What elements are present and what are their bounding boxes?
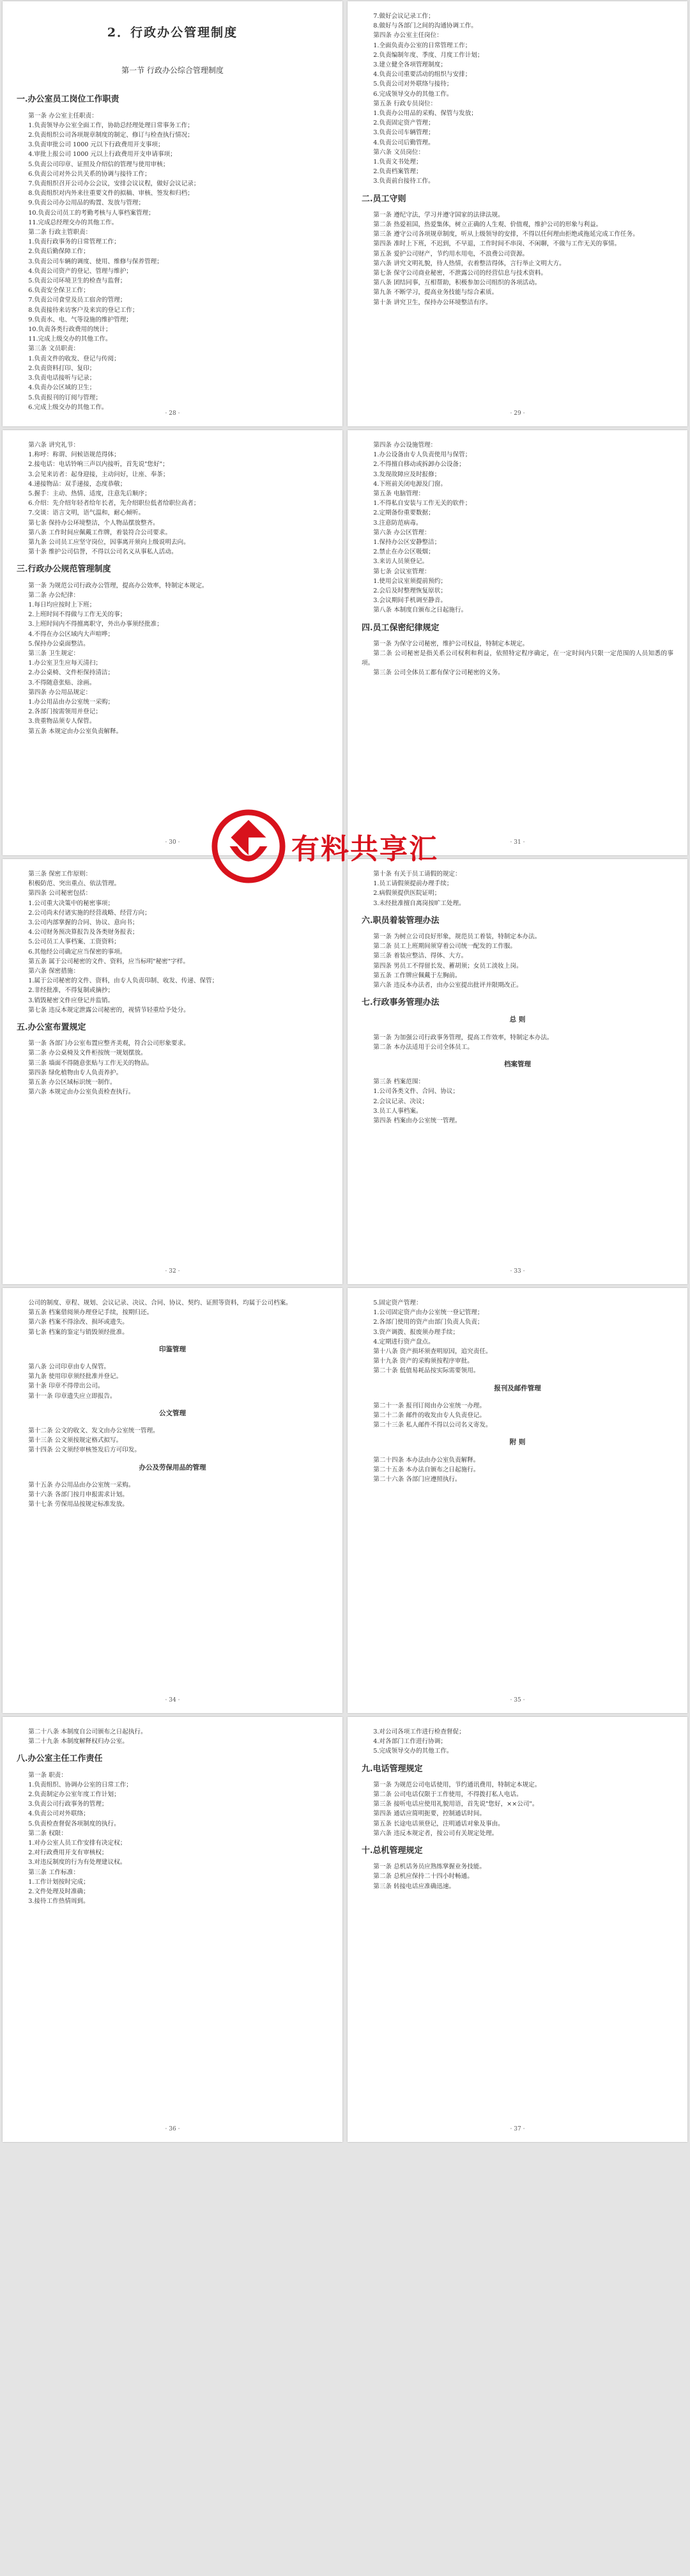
paragraph: 2.非经批准，不得复制或摘抄；: [28, 987, 114, 995]
paragraph: 第五条 爱护公司财产，节约用水用电，不浪费公司资源。: [373, 250, 529, 258]
section-heading: 三.行政办公规范管理制度: [17, 564, 111, 575]
document-page: [3, 1, 342, 426]
paragraph: 第二条 公司电话仅限于工作使用，不得拨打私人电话。: [373, 1791, 523, 1799]
paragraph: 1.使用会议室须提前预约；: [373, 577, 447, 585]
paragraph: 3.上班时间内不得擅离职守，外出办事须经批准；: [28, 621, 163, 628]
paragraph: 第六条 讲究文明礼貌，待人热情，衣着整洁得体，言行举止文明大方。: [373, 260, 565, 267]
paragraph: 2.会后及时整理恢复原状；: [373, 587, 447, 595]
paragraph: 4.负责公司重要活动的组织与安排；: [373, 71, 471, 79]
document-page-grid: [3, 1, 687, 2575]
paragraph: 2.禁止在办公区吸烟；: [373, 548, 434, 556]
paragraph: 4.公司财务预决算报告及各类财务报表；: [28, 929, 139, 936]
paragraph: 3.会见来访者：起身迎接，主动问好，让座、奉茶；: [28, 470, 169, 478]
paragraph: 3.负责公司行政事务的管理；: [28, 1801, 108, 1808]
sub-heading: 报刊及邮件管理: [494, 1384, 541, 1392]
paragraph: 第三条 工作标准：: [28, 1868, 80, 1876]
paragraph: 第七条 档案的鉴定与销毁须经批准。: [28, 1328, 128, 1336]
paragraph: 7.负责组织召开公司办公会议，安排会议议程，做好会议记录；: [28, 180, 200, 188]
paragraph: 2.负责资料打印、复印；: [28, 364, 96, 372]
page-number: · 33 ·: [510, 1268, 525, 1275]
paragraph: 第二十条 低值易耗品按实际需要领用。: [373, 1367, 480, 1375]
paragraph: 第四条 准时上下班，不迟到，不早退，工作时间不串岗、不闲聊，不做与工作无关的事情。: [373, 240, 621, 248]
paragraph: 3.负责公司车辆管理；: [373, 129, 434, 137]
paragraph: 第三条 文员职责：: [28, 345, 80, 353]
paragraph: 第十条 印章不得带出公司。: [28, 1383, 104, 1390]
paragraph: 4.负责公司对外联络；: [28, 1810, 89, 1818]
paragraph: 第三条 保密工作原则：: [28, 871, 92, 878]
paragraph: 3.负责公司车辆的调度、使用、维修与保养管理；: [28, 258, 163, 265]
paragraph: 1.负责文件的收发、登记与传阅；: [28, 355, 120, 362]
paragraph: 第十四条 公文须经审核签发后方可印发。: [28, 1447, 141, 1454]
paragraph: 第十八条 资产损坏须查明原因，追究责任。: [373, 1348, 492, 1356]
paragraph: 第二条 公司秘密是指关系公司权利和利益，依照特定程序确定，在一定时间内只限一定范围的人员知悉的事项。: [362, 650, 673, 667]
paragraph: 第三条 公司全体员工都有保守公司秘密的义务。: [373, 669, 504, 677]
paragraph: 第十条 讲究卫生，保持办公环境整洁有序。: [373, 299, 492, 306]
document-page: [348, 430, 687, 855]
paragraph: 第二十五条 本办法自颁布之日起施行。: [373, 1466, 480, 1473]
paragraph: 2.对行政费用开支有审核权；: [28, 1849, 108, 1857]
watermark-text: 有料共享汇: [291, 833, 438, 865]
paragraph: 3.资产调拨、报废须办理手续；: [373, 1328, 459, 1336]
paragraph: 第四条 公司秘密包括：: [28, 890, 92, 897]
paragraph: 3.发现故障应及时报修；: [373, 470, 441, 478]
paragraph: 第二条 本办法适用于公司全体员工。: [373, 1043, 473, 1051]
paragraph: 2.病假须提供医院证明；: [373, 890, 441, 897]
paragraph: 3.负责前台接待工作。: [373, 178, 434, 185]
paragraph: 4.不得在办公区域内大声喧哗；: [28, 630, 114, 638]
paragraph: 1.对办公室人员工作安排有决定权；: [28, 1840, 126, 1847]
section-heading: 六.职员着装管理办法: [362, 915, 440, 926]
paragraph: 10.负责各类行政费用的统计；: [28, 326, 112, 334]
paragraph: 第四条 办公用品规定：: [28, 688, 92, 696]
paragraph: 第七条 保守公司商业秘密，不泄露公司的经营信息与技术资料。: [373, 270, 547, 277]
paragraph: 第一条 办公室主任职责：: [28, 112, 98, 120]
paragraph: 第六条 保密措施：: [28, 968, 80, 975]
paragraph: 第七条 保持办公环境整洁，个人物品摆放整齐。: [28, 519, 159, 527]
watermark-logo: [211, 804, 479, 888]
page-number: · 30 ·: [165, 839, 180, 846]
paragraph: 2.文件处理及时准确；: [28, 1888, 89, 1896]
paragraph: 1.公司各类文件、合同、协议；: [373, 1088, 459, 1096]
paragraph: 3.建立健全各项管理制度；: [373, 61, 447, 69]
sub-heading: 附 则: [509, 1438, 526, 1447]
section-heading: 五.办公室布置规定: [17, 1023, 86, 1033]
paragraph: 第三条 接听电话应使用礼貌用语，首先说"您好，××公司"。: [373, 1801, 539, 1808]
paragraph: 2.负责后勤保障工作；: [28, 248, 89, 256]
paragraph: 第四条 办公设施管理：: [373, 442, 437, 449]
paragraph: 第四条 档案由办公室统一管理。: [373, 1117, 461, 1125]
paragraph: 6.完成上级交办的其他工作。: [28, 403, 108, 411]
paragraph: 3.贵重物品须专人保管。: [28, 718, 96, 725]
paragraph: 第二条 权限：: [28, 1829, 67, 1837]
paragraph: 第一条 总机话务员应熟练掌握业务技能。: [373, 1863, 486, 1871]
paragraph: 2.各部门使用的资产由部门负责人负责；: [373, 1319, 484, 1326]
paragraph: 3.未经批准擅自离岗按旷工处理。: [373, 899, 465, 907]
paragraph: 第十五条 办公用品由办公室统一采购。: [28, 1481, 135, 1489]
paragraph: 8.负责组织对内外来往重要文件的拟稿、审核、签发和归档；: [28, 190, 194, 198]
paragraph: 2.会议记录、决议；: [373, 1098, 429, 1105]
paragraph: 3.注意防范病毒。: [373, 519, 422, 527]
document-page: [348, 1, 687, 426]
paragraph: 6.负责公司对外公共关系的协调与接待工作；: [28, 170, 151, 178]
paragraph: 2.负责制定办公室年度工作计划；: [28, 1791, 120, 1799]
document-page: [348, 859, 687, 1284]
paragraph: 第九条 不断学习，提高业务技能与综合素质。: [373, 289, 498, 297]
page-number: · 28 ·: [165, 410, 180, 417]
paragraph: 第二条 员工上班期间须穿着公司统一配发的工作服。: [373, 943, 516, 950]
paragraph: 积极防范、突出重点、依法管理。: [28, 880, 121, 888]
paragraph: 5.完成领导交办的其他工作。: [373, 1748, 453, 1755]
paragraph: 1.员工请假须提前办理手续；: [373, 880, 453, 888]
paragraph: 8.负责接待来访客户及来宾的登记工作；: [28, 306, 139, 314]
paragraph: 1.称呼：称谓、问候语规范得体；: [28, 451, 120, 459]
paragraph: 第三条 墙面不得随意张贴与工作无关的物品。: [28, 1059, 153, 1067]
section-heading: 八.办公室主任工作责任: [17, 1754, 103, 1764]
paragraph: 第一条 为加强公司行政事务管理，提高工作效率，特制定本办法。: [373, 1034, 553, 1041]
paragraph: 4.下班前关闭电源及门窗。: [373, 480, 447, 488]
paragraph: 5.负责报刊的订阅与管理；: [28, 394, 102, 401]
paragraph: 4.审批上报公司 1000 元以上行政费用开支申请事项；: [28, 151, 176, 159]
paragraph: 第一条 为规范公司电话使用，节约通讯费用，特制定本规定。: [373, 1781, 541, 1788]
paragraph: 3.来访人员须登记。: [373, 558, 429, 566]
paragraph: 第九条 使用印章须经批准并登记。: [28, 1373, 123, 1381]
sub-heading: 档案管理: [504, 1060, 531, 1069]
paragraph: 第二十一条 报刊订阅由办公室统一办理。: [373, 1402, 486, 1409]
paragraph: 3.对公司各项工作进行检查督促；: [373, 1728, 465, 1735]
paragraph: 5.负责公司环境卫生的检查与监督；: [28, 277, 126, 285]
paragraph: 第二条 办公桌椅及文件柜按统一规划摆放。: [28, 1050, 147, 1057]
paragraph: 第五条 档案借阅须办理登记手续，按期归还。: [28, 1309, 153, 1317]
paragraph: 3.公司内部掌握的合同、协议、意向书；: [28, 919, 139, 927]
paragraph: 1.办公用品由办公室统一采购；: [28, 699, 114, 706]
paragraph: 第六条 办公区管理：: [373, 529, 431, 536]
paragraph: 3.接待工作热情周到。: [28, 1898, 89, 1905]
paragraph: 3.不得随意张贴、涂画。: [28, 679, 96, 687]
paragraph: 第五条 工作牌应佩戴于左胸前。: [373, 972, 461, 979]
paragraph: 第五条 长途电话须登记，注明通话对象及事由。: [373, 1820, 504, 1827]
paragraph: 第十七条 劳保用品按规定标准发放。: [28, 1501, 128, 1509]
paragraph: 第十九条 资产的采购须按程序审批。: [373, 1358, 473, 1365]
paragraph: 第六条 讲究礼节：: [28, 442, 80, 449]
paragraph: 9.负责公司办公用品的购置、发放与管理；: [28, 199, 145, 207]
paragraph: 第六条 档案不得涂改、损坏或遗失。: [28, 1319, 128, 1326]
paragraph: 3.员工人事档案。: [373, 1107, 422, 1115]
paragraph: 2.负责组织公司各项规章制度的制定、修订与检查执行情况；: [28, 132, 194, 139]
sub-heading: 办公及劳保用品的管理: [139, 1463, 206, 1471]
paragraph: 1.负责行政事务的日常管理工作；: [28, 238, 120, 246]
paragraph: 2.负责固定资产管理；: [373, 120, 434, 127]
paragraph: 1.负责办公用品的采购、保管与发放；: [373, 110, 477, 118]
paragraph: 第三条 遵守公司各项规章制度，听从上级领导的安排，不得以任何理由拒绝或拖延完成工作任务。: [373, 231, 639, 238]
paragraph: 第十条 维护公司信誉，不得以公司名义从事私人活动。: [28, 548, 178, 556]
paragraph: 6.介绍：先介绍年轻者给年长者，先介绍职位低者给职位高者；: [28, 500, 200, 508]
paragraph: 7.做好会议记录工作；: [373, 13, 434, 20]
paragraph: 第十条 有关于员工请假的规定：: [373, 871, 461, 878]
paragraph: 1.负责文书处理；: [373, 159, 422, 166]
paragraph: 第八条 公司印章由专人保管。: [28, 1363, 111, 1371]
paragraph: 11.完成上级交办的其他工作。: [28, 336, 112, 343]
paragraph: 10.负责公司员工的考勤考核与人事档案管理；: [28, 209, 155, 217]
paragraph: 第十二条 公文的收文、发文由办公室统一管理。: [28, 1427, 159, 1435]
document-page: [3, 1288, 342, 1713]
paragraph: 3.负责电话接听与记录；: [28, 375, 96, 382]
paragraph: 第四条 办公室主任岗位：: [373, 32, 443, 40]
paragraph: 第十六条 各部门按月申报需求计划。: [28, 1491, 128, 1499]
document-page: [3, 859, 342, 1284]
paragraph: 6.其他经公司确定应当保密的事项。: [28, 948, 126, 956]
paragraph: 4.负责公司资产的登记、管理与维护；: [28, 267, 132, 275]
paragraph: 7.交谈：语言文明，语气温和，耐心倾听。: [28, 509, 145, 517]
paragraph: 第二十三条 私人邮件不得以公司名义寄发。: [373, 1422, 492, 1429]
document-page: [3, 430, 342, 855]
paragraph: 第五条 电脑管理：: [373, 490, 425, 498]
paragraph: 第六条 违反本办法者，由办公室提出批评并限期改正。: [373, 982, 523, 989]
paragraph: 第三条 卫生规定：: [28, 650, 80, 658]
document-page: [348, 1288, 687, 1713]
paragraph: 第十一条 印章遗失应立即报告。: [28, 1392, 116, 1400]
paragraph: 第一条 为树立公司良好形象，规范员工着装，特制定本办法。: [373, 933, 541, 941]
paragraph: 2.负责档案管理；: [373, 168, 422, 176]
page-number: · 36 ·: [165, 2125, 180, 2132]
paragraph: 3.会议期间手机调至静音。: [373, 597, 447, 605]
paragraph: 第八条 本制度自颁布之日起施行。: [373, 607, 468, 614]
paragraph: 4.负责公司后勤管理。: [373, 139, 434, 146]
paragraph: 5.固定资产管理：: [373, 1300, 422, 1307]
paragraph: 2.办公桌椅、文件柜保持清洁；: [28, 669, 114, 677]
paragraph: 第七条 违反本规定泄露公司秘密的，视情节轻重给予处分。: [28, 1006, 190, 1014]
sub-heading: 公文管理: [159, 1409, 186, 1417]
paragraph: 5.负责检查督促各项制度的执行。: [28, 1820, 120, 1827]
paragraph: 1.保持办公区安静整洁；: [373, 539, 441, 547]
paragraph: 4.定期进行资产盘点。: [373, 1338, 434, 1346]
paragraph: 1.办公设备由专人负责使用与保管；: [373, 451, 471, 459]
paragraph: 2.公司尚未付诸实施的经营战略、经营方向；: [28, 909, 151, 917]
paragraph: 1.全面负责办公室的日常管理工作；: [373, 42, 471, 49]
paragraph: 第一条 为保守公司秘密，维护公司权益，特制定本规定。: [373, 640, 529, 648]
chapter-title: 2．行政办公管理制度: [107, 26, 238, 40]
paragraph: 1.负责领导办公室全面工作，协助总经理处理日常事务工作；: [28, 121, 194, 129]
paragraph: 第一条 遵纪守法，学习并遵守国家的法律法规。: [373, 211, 504, 219]
paragraph: 4.负责办公区域的卫生；: [28, 384, 96, 392]
paragraph: 2.负责编制年度、季度、月度工作计划；: [373, 51, 484, 59]
paragraph: 1.办公室卫生应每天清扫；: [28, 660, 102, 667]
section-heading: 二.员工守则: [362, 194, 406, 204]
section-heading: 四.员工保密纪律规定: [362, 623, 440, 633]
paragraph: 第一条 各部门办公室布置应整齐美观，符合公司形象要求。: [28, 1040, 190, 1048]
paragraph: 第七条 会议室管理：: [373, 568, 431, 575]
paragraph: 第二条 总机应保持二十四小时畅通。: [373, 1873, 473, 1881]
paragraph: 第二十四条 本办法由办公室负责解释。: [373, 1456, 480, 1464]
section-heading: 七.行政事务管理办法: [362, 998, 440, 1008]
paragraph: 5.公司员工人事档案、工资资料；: [28, 938, 120, 946]
page-number: · 29 ·: [510, 410, 525, 417]
paragraph: 1.负责组织、协调办公室的日常工作；: [28, 1781, 132, 1788]
paragraph: 第八条 团结同事，互相帮助，积极参加公司组织的各项活动。: [373, 279, 541, 287]
section-heading: 十.总机管理规定: [362, 1846, 423, 1856]
paragraph: 第六条 文员岗位：: [373, 148, 425, 156]
paragraph: 3.对违反制度的行为有处理建议权。: [28, 1859, 126, 1866]
paragraph: 第六条 本规定由办公室负责检查执行。: [28, 1089, 135, 1096]
paragraph: 2.定期备份重要数据；: [373, 509, 434, 517]
page-number: · 37 ·: [510, 2125, 525, 2132]
section-heading: 九.电话管理规定: [362, 1764, 423, 1774]
paragraph: 公司的制度、章程、规划、会议记录、决议、合同、协议、契约、证照等资料，均属于公司档案。: [28, 1300, 292, 1307]
paragraph: 9.负责水、电、气等设施的维护管理；: [28, 316, 132, 323]
paragraph: 1.工作计划按时完成；: [28, 1878, 89, 1886]
paragraph: 第十三条 公文须按规定格式拟写。: [28, 1437, 123, 1445]
paragraph: 第四条 绿化植物由专人负责养护。: [28, 1069, 123, 1076]
paragraph: 第五条 行政专员岗位：: [373, 100, 437, 107]
paragraph: 6.负责安全保卫工作；: [28, 287, 89, 295]
paragraph: 1.公司固定资产由办公室统一登记管理；: [373, 1309, 484, 1317]
paragraph: 1.公司重大决策中的秘密事项；: [28, 899, 114, 907]
paragraph: 第六条 违反本规定者，按公司有关规定处理。: [373, 1829, 498, 1837]
paragraph: 第二条 热爱祖国，热爱集体，树立正确的人生观、价值观，维护公司的形象与利益。: [373, 221, 602, 229]
paragraph: 1.不得私自安装与工作无关的软件；: [373, 500, 471, 508]
paragraph: 第二十八条 本制度自公司颁布之日起执行。: [28, 1728, 147, 1735]
paragraph: 第二条 办公纪律：: [28, 591, 80, 599]
paragraph: 6.完成领导交办的其他工作。: [373, 90, 453, 98]
paragraph: 4.对各部门工作进行协调；: [373, 1738, 447, 1746]
paragraph: 11.完成总经理交办的其他工作。: [28, 219, 118, 226]
section-heading: 一.办公室员工岗位工作职责: [17, 95, 119, 105]
paragraph: 第二十二条 邮件的收发由专人负责登记。: [373, 1412, 486, 1420]
paragraph: 第四条 通话应简明扼要，控制通话时间。: [373, 1810, 486, 1818]
document-page: [348, 1717, 687, 2142]
paragraph: 7.负责公司食堂及员工宿舍的管理；: [28, 297, 126, 304]
paragraph: 4.递接物品：双手递接，态度恭敬；: [28, 480, 126, 488]
paragraph: 5.负责公司印章、证照及介绍信的管理与使用审核；: [28, 160, 169, 168]
page-number: · 34 ·: [165, 1696, 180, 1703]
paragraph: 第三条 档案范围：: [373, 1078, 425, 1086]
paragraph: 1.属于公司秘密的文件、资料，由专人负责印制、收发、传递、保管；: [28, 977, 218, 985]
paragraph: 第一条 职责：: [28, 1771, 67, 1779]
paragraph: 5.负责公司对外联络与接待；: [373, 81, 453, 88]
page-number: · 35 ·: [510, 1696, 525, 1703]
paragraph: 8.做好与各部门之间的沟通协调工作。: [373, 22, 477, 30]
paragraph: 第二十六条 各部门应遵照执行。: [373, 1476, 461, 1484]
paragraph: 第五条 办公区域标识统一制作。: [28, 1079, 116, 1087]
sub-heading: 印鉴管理: [159, 1345, 186, 1353]
paragraph: 第三条 转接电话应准确迅速。: [373, 1882, 456, 1890]
paragraph: 第三条 着装应整洁、得体、大方。: [373, 952, 468, 960]
paragraph: 3.销毁秘密文件应登记并监销。: [28, 997, 114, 1004]
paragraph: 3.负责审批公司 1000 元以下行政费用开支事项；: [28, 141, 164, 149]
paragraph: 2.各部门按需领用并登记；: [28, 708, 102, 716]
document-page: [3, 1717, 342, 2142]
paragraph: 第五条 属于公司秘密的文件、资料，应当标明"秘密"字样。: [28, 958, 189, 965]
paragraph: 第二条 行政主管职责：: [28, 229, 92, 237]
paragraph: 第二十九条 本制度解释权归办公室。: [28, 1738, 128, 1746]
paragraph: 第八条 工作时间应佩戴工作牌，着装符合公司要求。: [28, 529, 171, 536]
sub-heading: 总 则: [509, 1016, 526, 1024]
paragraph: 第四条 男员工不得留长发、蓄胡须；女员工淡妆上岗。: [373, 962, 523, 970]
page-number: · 32 ·: [165, 1268, 180, 1275]
paragraph: 2.上班时间不得做与工作无关的事；: [28, 611, 126, 619]
paragraph: 2.接电话：电话铃响三声以内接听，首先说"您好"；: [28, 461, 169, 469]
paragraph: 2.不得擅自移动或拆卸办公设备；: [373, 461, 465, 469]
paragraph: 第五条 本规定由办公室负责解释。: [28, 727, 123, 735]
watermark-emblem-icon: [211, 809, 286, 884]
paragraph: 5.保持办公桌面整洁。: [28, 640, 89, 648]
paragraph: 第九条 公司员工应坚守岗位，因事离开须向上级说明去向。: [28, 539, 190, 547]
paragraph: 第一条 为规范公司行政办公管理，提高办公效率，特制定本规定。: [28, 582, 208, 589]
paragraph: 1.每日均应按时上下班；: [28, 601, 96, 609]
page-number: · 31 ·: [510, 839, 525, 846]
section-title: 第一节 行政办公综合管理制度: [121, 66, 224, 75]
paragraph: 5.握手：主动、热情、适度，注意先后顺序；: [28, 490, 151, 498]
